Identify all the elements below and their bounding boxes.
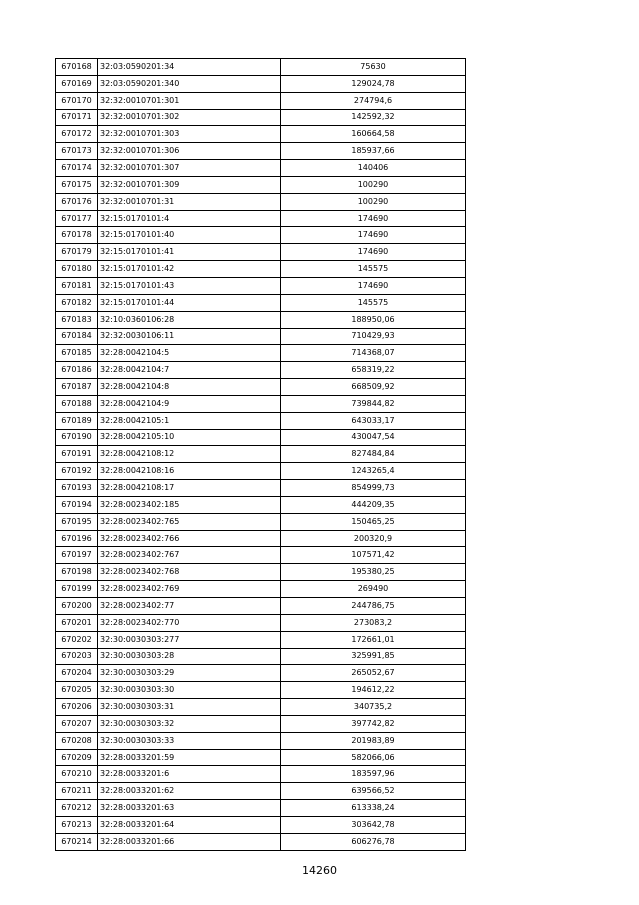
record-id-cell: 670210 xyxy=(56,766,98,783)
value-cell: 639566,52 xyxy=(281,783,466,800)
cadastral-number-cell: 32:28:0042105:10 xyxy=(98,429,281,446)
table-row xyxy=(56,176,466,193)
table-row xyxy=(56,480,466,497)
value-cell: 714368,07 xyxy=(281,345,466,362)
record-id-cell: 670203 xyxy=(56,648,98,665)
value-cell: 160664,58 xyxy=(281,126,466,143)
value-cell: 397742,82 xyxy=(281,715,466,732)
cadastral-number-cell: 32:32:0010701:306 xyxy=(98,143,281,160)
record-id-cell: 670175 xyxy=(56,176,98,193)
cadastral-number-cell: 32:28:0042104:5 xyxy=(98,345,281,362)
table-row xyxy=(56,513,466,530)
record-id-cell: 670202 xyxy=(56,631,98,648)
cadastral-number-cell: 32:28:0042108:12 xyxy=(98,446,281,463)
record-id-cell: 670212 xyxy=(56,800,98,817)
cadastral-number-cell: 32:15:0170101:40 xyxy=(98,227,281,244)
cadastral-number-cell: 32:28:0023402:769 xyxy=(98,581,281,598)
record-id-cell: 670177 xyxy=(56,210,98,227)
table-row xyxy=(56,227,466,244)
value-cell: 174690 xyxy=(281,277,466,294)
record-id-cell: 670204 xyxy=(56,665,98,682)
table-row xyxy=(56,345,466,362)
value-cell: 739844,82 xyxy=(281,395,466,412)
record-id-cell: 670190 xyxy=(56,429,98,446)
value-cell: 274794,6 xyxy=(281,92,466,109)
value-cell: 75630 xyxy=(281,59,466,76)
value-cell: 185937,66 xyxy=(281,143,466,160)
value-cell: 340735,2 xyxy=(281,699,466,716)
cadastral-number-cell: 32:28:0023402:766 xyxy=(98,530,281,547)
cadastral-number-cell: 32:15:0170101:41 xyxy=(98,244,281,261)
value-cell: 827484,84 xyxy=(281,446,466,463)
cadastral-number-cell: 32:28:0042105:1 xyxy=(98,412,281,429)
record-id-cell: 670181 xyxy=(56,277,98,294)
table-row xyxy=(56,379,466,396)
record-id-cell: 670180 xyxy=(56,261,98,278)
record-id-cell: 670171 xyxy=(56,109,98,126)
cadastral-number-cell: 32:28:0023402:185 xyxy=(98,496,281,513)
record-id-cell: 670191 xyxy=(56,446,98,463)
record-id-cell: 670189 xyxy=(56,412,98,429)
value-cell: 100290 xyxy=(281,176,466,193)
cadastral-number-cell: 32:10:0360106:28 xyxy=(98,311,281,328)
value-cell: 174690 xyxy=(281,227,466,244)
table-row xyxy=(56,816,466,833)
record-id-cell: 670184 xyxy=(56,328,98,345)
record-id-cell: 670196 xyxy=(56,530,98,547)
record-id-cell: 670207 xyxy=(56,715,98,732)
record-id-cell: 670211 xyxy=(56,783,98,800)
record-id-cell: 670208 xyxy=(56,732,98,749)
table-row xyxy=(56,75,466,92)
value-cell: 444209,35 xyxy=(281,496,466,513)
cadastral-number-cell: 32:30:0030303:28 xyxy=(98,648,281,665)
record-id-cell: 670192 xyxy=(56,463,98,480)
cadastral-number-cell: 32:32:0010701:301 xyxy=(98,92,281,109)
cadastral-number-cell: 32:28:0033201:64 xyxy=(98,816,281,833)
value-cell: 195380,25 xyxy=(281,564,466,581)
value-cell: 854999,73 xyxy=(281,480,466,497)
cadastral-number-cell: 32:32:0010701:31 xyxy=(98,193,281,210)
cadastral-number-cell: 32:28:0042108:16 xyxy=(98,463,281,480)
record-id-cell: 670178 xyxy=(56,227,98,244)
cadastral-number-cell: 32:28:0023402:767 xyxy=(98,547,281,564)
cadastral-number-cell: 32:28:0042104:8 xyxy=(98,379,281,396)
record-id-cell: 670198 xyxy=(56,564,98,581)
record-id-cell: 670201 xyxy=(56,614,98,631)
table-row xyxy=(56,294,466,311)
cadastral-number-cell: 32:32:0010701:303 xyxy=(98,126,281,143)
cadastral-number-cell: 32:28:0023402:770 xyxy=(98,614,281,631)
value-cell: 643033,17 xyxy=(281,412,466,429)
cadastral-number-cell: 32:32:0010701:302 xyxy=(98,109,281,126)
value-cell: 142592,32 xyxy=(281,109,466,126)
table-row xyxy=(56,665,466,682)
cadastral-number-cell: 32:15:0170101:43 xyxy=(98,277,281,294)
cadastral-number-cell: 32:28:0042104:9 xyxy=(98,395,281,412)
record-id-cell: 670199 xyxy=(56,581,98,598)
table-row xyxy=(56,530,466,547)
table-row xyxy=(56,328,466,345)
table-row xyxy=(56,800,466,817)
table-row xyxy=(56,143,466,160)
table-row xyxy=(56,412,466,429)
value-cell: 1243265,4 xyxy=(281,463,466,480)
record-id-cell: 670195 xyxy=(56,513,98,530)
record-id-cell: 670209 xyxy=(56,749,98,766)
cadastral-number-cell: 32:28:0042104:7 xyxy=(98,362,281,379)
record-id-cell: 670213 xyxy=(56,816,98,833)
cadastral-number-cell: 32:30:0030303:33 xyxy=(98,732,281,749)
record-id-cell: 670197 xyxy=(56,547,98,564)
record-id-cell: 670205 xyxy=(56,682,98,699)
record-id-cell: 670200 xyxy=(56,598,98,615)
table-row xyxy=(56,395,466,412)
cadastral-number-cell: 32:28:0033201:63 xyxy=(98,800,281,817)
record-id-cell: 670194 xyxy=(56,496,98,513)
value-cell: 668509,92 xyxy=(281,379,466,396)
table-row xyxy=(56,564,466,581)
table-row xyxy=(56,277,466,294)
table-row xyxy=(56,766,466,783)
table-row xyxy=(56,598,466,615)
cadastral-number-cell: 32:15:0170101:44 xyxy=(98,294,281,311)
table-row xyxy=(56,631,466,648)
table-row xyxy=(56,496,466,513)
value-cell: 174690 xyxy=(281,210,466,227)
value-cell: 145575 xyxy=(281,294,466,311)
value-cell: 710429,93 xyxy=(281,328,466,345)
table-row xyxy=(56,193,466,210)
table-row xyxy=(56,311,466,328)
table-row xyxy=(56,648,466,665)
record-table-body xyxy=(56,59,466,851)
cadastral-number-cell: 32:15:0170101:4 xyxy=(98,210,281,227)
record-id-cell: 670168 xyxy=(56,59,98,76)
record-id-cell: 670193 xyxy=(56,480,98,497)
cadastral-number-cell: 32:32:0010701:307 xyxy=(98,160,281,177)
record-id-cell: 670174 xyxy=(56,160,98,177)
table-row xyxy=(56,749,466,766)
value-cell: 172661,01 xyxy=(281,631,466,648)
table-row xyxy=(56,109,466,126)
table-row xyxy=(56,547,466,564)
value-cell: 200320,9 xyxy=(281,530,466,547)
value-cell: 303642,78 xyxy=(281,816,466,833)
table-row xyxy=(56,833,466,850)
table-row xyxy=(56,682,466,699)
cadastral-number-cell: 32:15:0170101:42 xyxy=(98,261,281,278)
record-id-cell: 670169 xyxy=(56,75,98,92)
record-id-cell: 670176 xyxy=(56,193,98,210)
record-id-cell: 670173 xyxy=(56,143,98,160)
value-cell: 194612,22 xyxy=(281,682,466,699)
cadastral-number-cell: 32:28:0033201:62 xyxy=(98,783,281,800)
table-row xyxy=(56,210,466,227)
value-cell: 188950,06 xyxy=(281,311,466,328)
value-cell: 269490 xyxy=(281,581,466,598)
value-cell: 265052,67 xyxy=(281,665,466,682)
record-id-cell: 670179 xyxy=(56,244,98,261)
value-cell: 129024,78 xyxy=(281,75,466,92)
value-cell: 183597,96 xyxy=(281,766,466,783)
cadastral-number-cell: 32:28:0033201:59 xyxy=(98,749,281,766)
record-id-cell: 670183 xyxy=(56,311,98,328)
value-cell: 100290 xyxy=(281,193,466,210)
table-row xyxy=(56,429,466,446)
record-id-cell: 670186 xyxy=(56,362,98,379)
value-cell: 273083,2 xyxy=(281,614,466,631)
table-row xyxy=(56,699,466,716)
cadastral-number-cell: 32:28:0023402:768 xyxy=(98,564,281,581)
cadastral-number-cell: 32:32:0010701:309 xyxy=(98,176,281,193)
record-id-cell: 670182 xyxy=(56,294,98,311)
cadastral-number-cell: 32:28:0023402:765 xyxy=(98,513,281,530)
value-cell: 658319,22 xyxy=(281,362,466,379)
value-cell: 430047,54 xyxy=(281,429,466,446)
record-id-cell: 670206 xyxy=(56,699,98,716)
cadastral-number-cell: 32:28:0033201:66 xyxy=(98,833,281,850)
table-row xyxy=(56,126,466,143)
table-row xyxy=(56,715,466,732)
cadastral-number-cell: 32:30:0030303:32 xyxy=(98,715,281,732)
table-row xyxy=(56,581,466,598)
cadastral-number-cell: 32:28:0023402:77 xyxy=(98,598,281,615)
table-row xyxy=(56,59,466,76)
cadastral-number-cell: 32:28:0042108:17 xyxy=(98,480,281,497)
record-id-cell: 670172 xyxy=(56,126,98,143)
cadastral-number-cell: 32:28:0033201:6 xyxy=(98,766,281,783)
cadastral-number-cell: 32:03:0590201:340 xyxy=(98,75,281,92)
cadastral-number-cell: 32:03:0590201:34 xyxy=(98,59,281,76)
value-cell: 150465,25 xyxy=(281,513,466,530)
value-cell: 582066,06 xyxy=(281,749,466,766)
value-cell: 606276,78 xyxy=(281,833,466,850)
table-row xyxy=(56,244,466,261)
record-id-cell: 670187 xyxy=(56,379,98,396)
cadastral-number-cell: 32:32:0030106:11 xyxy=(98,328,281,345)
cadastral-number-cell: 32:30:0030303:277 xyxy=(98,631,281,648)
cadastral-number-cell: 32:30:0030303:30 xyxy=(98,682,281,699)
table-row xyxy=(56,261,466,278)
record-table xyxy=(55,58,466,851)
table-row xyxy=(56,362,466,379)
record-id-cell: 670170 xyxy=(56,92,98,109)
table-row xyxy=(56,92,466,109)
record-id-cell: 670188 xyxy=(56,395,98,412)
value-cell: 145575 xyxy=(281,261,466,278)
cadastral-number-cell: 32:30:0030303:31 xyxy=(98,699,281,716)
value-cell: 140406 xyxy=(281,160,466,177)
value-cell: 244786,75 xyxy=(281,598,466,615)
value-cell: 325991,85 xyxy=(281,648,466,665)
table-row xyxy=(56,446,466,463)
value-cell: 201983,89 xyxy=(281,732,466,749)
table-row xyxy=(56,732,466,749)
record-id-cell: 670185 xyxy=(56,345,98,362)
table-row xyxy=(56,783,466,800)
value-cell: 174690 xyxy=(281,244,466,261)
table-row xyxy=(56,160,466,177)
record-id-cell: 670214 xyxy=(56,833,98,850)
value-cell: 107571,42 xyxy=(281,547,466,564)
value-cell: 613338,24 xyxy=(281,800,466,817)
cadastral-number-cell: 32:30:0030303:29 xyxy=(98,665,281,682)
page-number: 14260 xyxy=(302,864,337,877)
table-row xyxy=(56,463,466,480)
table-row xyxy=(56,614,466,631)
